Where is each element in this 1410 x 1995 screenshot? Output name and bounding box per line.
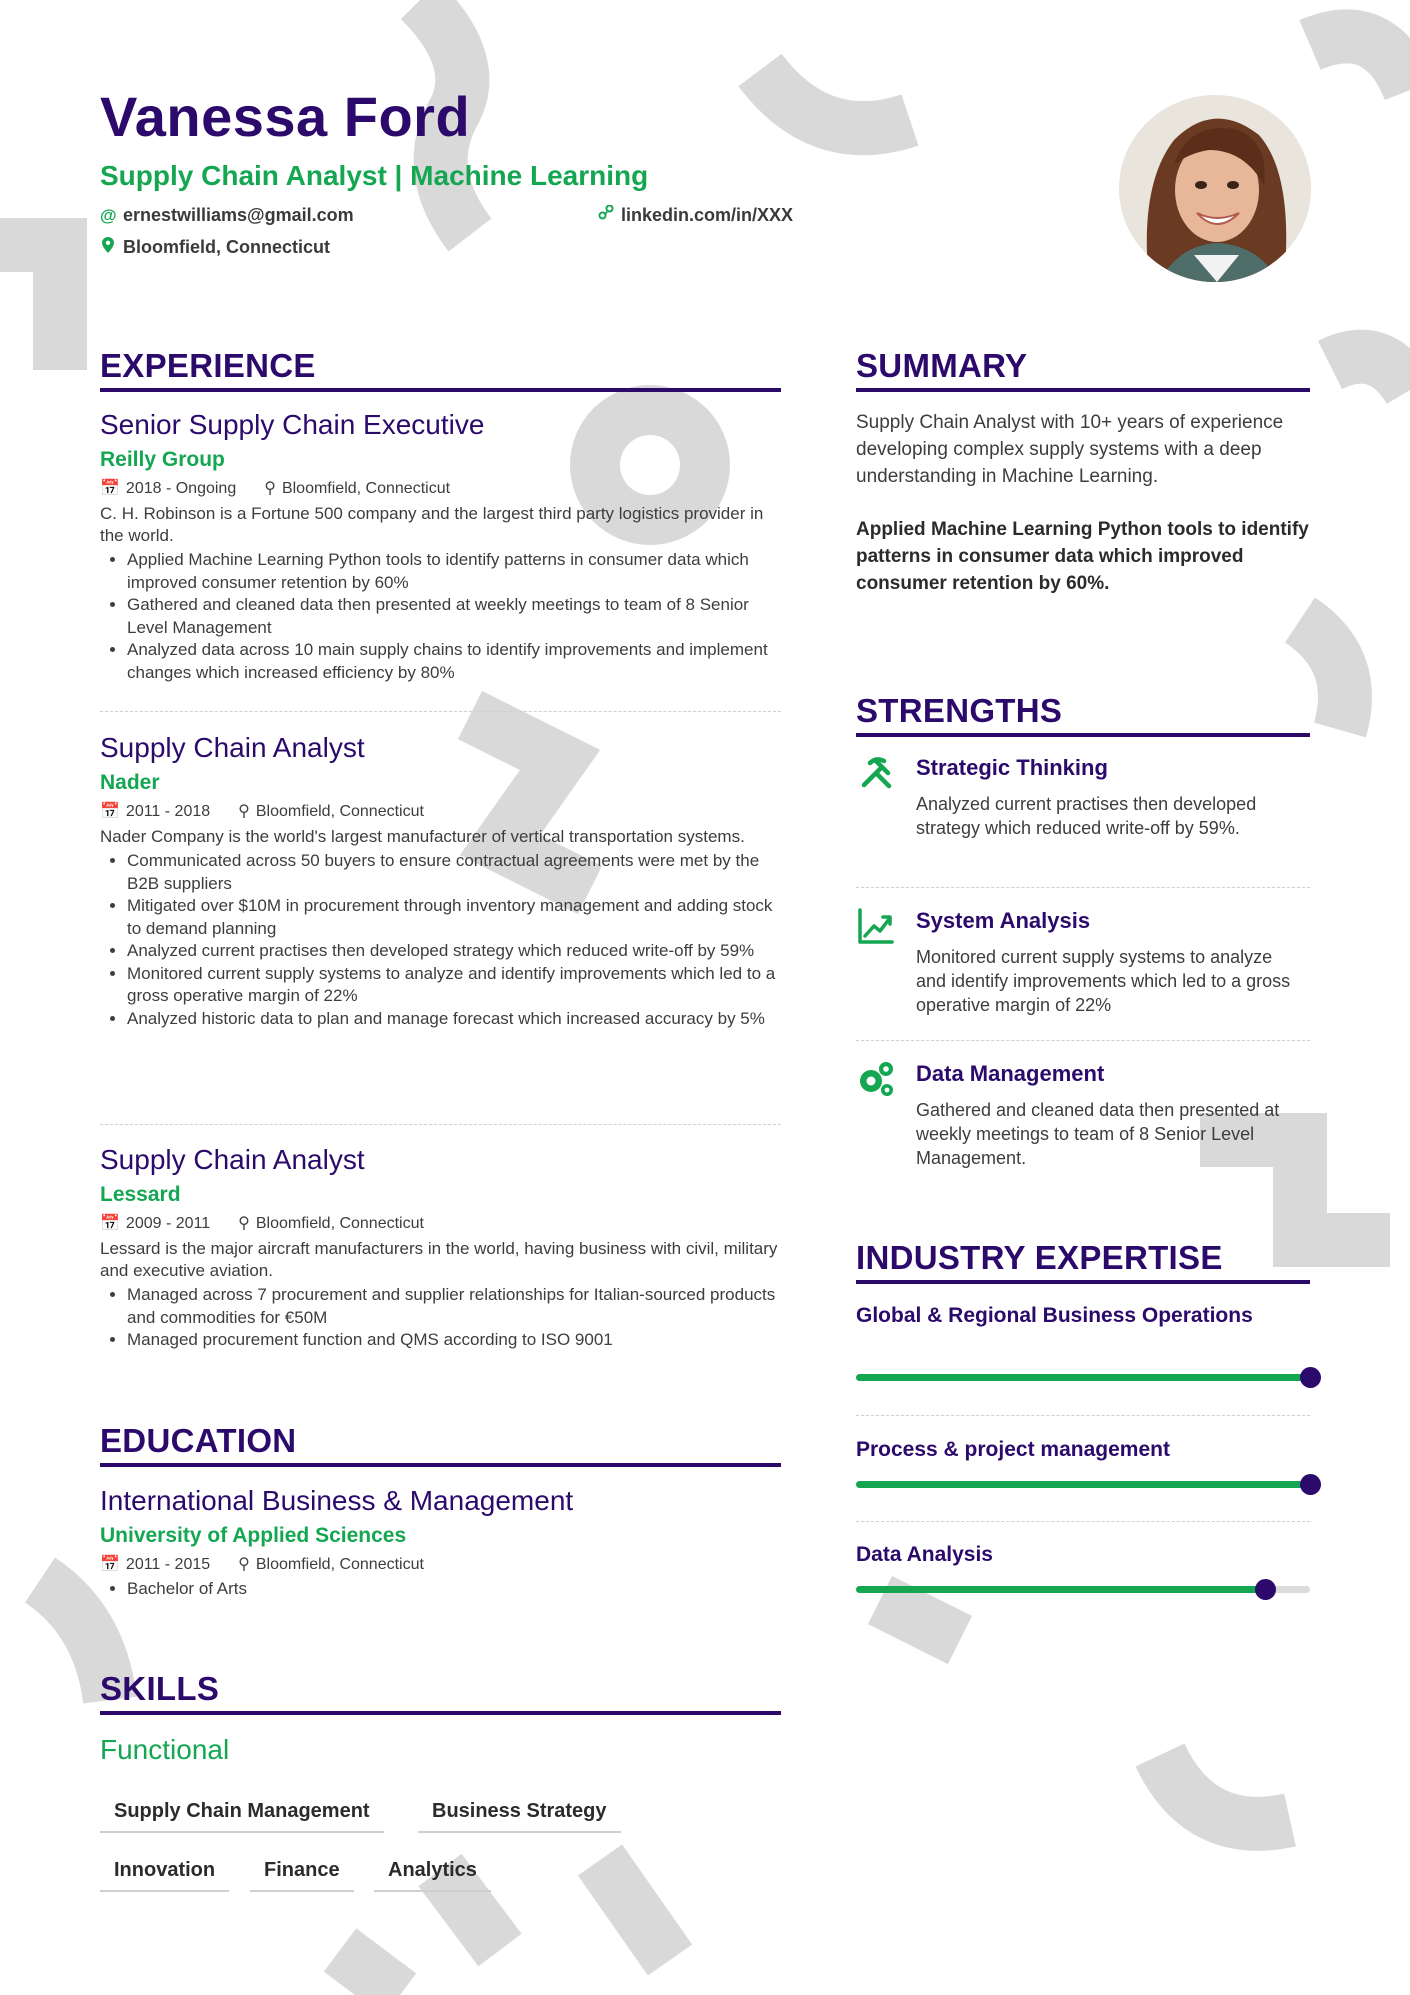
summary-section — [856, 409, 1310, 597]
job-dates: 2009 - 2011 — [125, 1215, 211, 1232]
calendar-icon: 📅 — [100, 803, 120, 820]
trending-up-icon — [856, 906, 896, 946]
job-bullets — [100, 1284, 781, 1352]
expertise-label: Data Analysis — [856, 1543, 993, 1566]
list-item: • Analyzed data across 10 main supply chains to identify improvements and implement changes which increased efficiency by 80% — [127, 639, 781, 684]
location-text: Bloomfield, Connecticut — [123, 237, 330, 257]
company-description: Lessard is the major aircraft manufacturers in the world, having business with civil, military and executive aviation. — [100, 1239, 778, 1280]
strengths-heading: STRENGTHS — [856, 691, 1310, 737]
list-item: • Monitored current supply systems to analyze and identify improvements which led to a gross operative margin of 22% — [127, 963, 781, 1008]
education-dates: 2011 - 2015 — [125, 1556, 211, 1573]
expertise-bar-fill — [856, 1586, 1265, 1593]
expertise-divider — [856, 1521, 1310, 1522]
list-item: • Analyzed current practises then developed strategy which reduced write-off by 59% — [127, 940, 781, 963]
map-pin-icon — [100, 237, 116, 258]
job-dates: 2011 - 2018 — [125, 803, 211, 820]
expertise-label: Global & Regional Business Operations — [856, 1304, 1253, 1327]
expertise-label: Process & project management — [856, 1438, 1170, 1461]
calendar-icon: 📅 — [100, 1215, 120, 1232]
strength-description: Gathered and cleaned data then presented at weekly meetings to team of 8 Senior Level Management. — [916, 1100, 1280, 1168]
skills-subheading: Functional — [100, 1734, 230, 1765]
candidate-title: Supply Chain Analyst | Machine Learning — [100, 160, 649, 191]
map-pin-icon: ⚲ — [264, 480, 276, 497]
map-pin-icon: ⚲ — [238, 1556, 250, 1573]
list-item: • Gathered and cleaned data then presented at weekly meetings to team of 8 Senior Level Management — [127, 594, 781, 639]
degree-title: International Business & Management — [100, 1485, 574, 1516]
calendar-icon: 📅 — [100, 1556, 120, 1573]
email-contact[interactable] — [100, 205, 354, 226]
expertise-bar-dot — [1255, 1579, 1276, 1600]
gears-icon — [856, 1059, 896, 1099]
job-title: Senior Supply Chain Executive — [100, 409, 485, 440]
expertise-divider — [856, 1415, 1310, 1416]
education-meta — [100, 1554, 781, 1576]
list-item: • Communicated across 50 buyers to ensure contractual agreements were met by the B2B suppliers — [127, 850, 781, 895]
job-entry — [100, 408, 781, 684]
expertise-bar-dot — [1300, 1474, 1321, 1495]
at-icon: @ — [100, 205, 117, 225]
linkedin-text[interactable]: linkedin.com/in/XXX — [621, 205, 794, 225]
skill-tag: Supply Chain Management — [100, 1794, 384, 1833]
strength-description: Analyzed current practises then developed strategy which reduced write-off by 59%. — [916, 794, 1257, 838]
job-location: Bloomfield, Connecticut — [255, 803, 424, 820]
map-pin-icon: ⚲ — [238, 803, 250, 820]
expertise-item — [856, 1302, 1310, 1329]
company-description: C. H. Robinson is a Fortune 500 company and the largest third party logistics provider in the world. — [100, 504, 764, 545]
linkedin-contact[interactable] — [598, 205, 793, 226]
education-location: Bloomfield, Connecticut — [255, 1556, 424, 1573]
strength-title: Data Management — [916, 1061, 1105, 1086]
company-name: Reilly Group — [100, 448, 225, 471]
list-item: • Bachelor of Arts — [127, 1578, 781, 1601]
expertise-bar — [856, 1481, 1310, 1488]
list-item: • Analyzed historic data to plan and manage forecast which increased accuracy by 5% — [127, 1008, 781, 1031]
strength-title: Strategic Thinking — [916, 755, 1108, 780]
expertise-bar — [856, 1586, 1310, 1593]
education-heading: EDUCATION — [100, 1421, 781, 1467]
job-title: Supply Chain Analyst — [100, 1144, 365, 1175]
job-location: Bloomfield, Connecticut — [255, 1215, 424, 1232]
list-item: • Applied Machine Learning Python tools to identify patterns in consumer data which improved consumer retention by 60% — [127, 549, 781, 594]
candidate-name: Vanessa Ford — [100, 85, 471, 148]
map-pin-icon: ⚲ — [238, 1215, 250, 1232]
email-text[interactable]: ernestwilliams@gmail.com — [123, 205, 354, 225]
job-title: Supply Chain Analyst — [100, 732, 365, 763]
company-name: Lessard — [100, 1183, 181, 1206]
job-meta — [100, 801, 781, 823]
tools-icon — [856, 753, 896, 793]
expertise-bar-fill — [856, 1481, 1310, 1488]
skill-tag: Finance — [250, 1853, 354, 1892]
job-divider — [100, 711, 781, 712]
expertise-heading: INDUSTRY EXPERTISE — [856, 1238, 1310, 1284]
skills-heading: SKILLS — [100, 1669, 781, 1715]
job-dates: 2018 - Ongoing — [125, 480, 237, 497]
job-bullets — [100, 850, 781, 1030]
list-item: • Mitigated over $10M in procurement through inventory management and adding stock to demand planning — [127, 895, 781, 940]
skill-tag: Analytics — [374, 1853, 491, 1892]
job-entry — [100, 1143, 781, 1352]
expertise-bar-dot — [1300, 1367, 1321, 1388]
location-contact — [100, 237, 330, 258]
calendar-icon: 📅 — [100, 480, 120, 497]
job-bullets — [100, 549, 781, 684]
education-entry — [100, 1484, 781, 1601]
strength-title: System Analysis — [916, 908, 1091, 933]
summary-heading: SUMMARY — [856, 346, 1310, 392]
job-entry — [100, 731, 781, 1030]
skill-tag: Innovation — [100, 1853, 229, 1892]
job-meta — [100, 478, 781, 500]
profile-photo — [1119, 95, 1311, 282]
school-name: University of Applied Sciences — [100, 1524, 407, 1547]
company-name: Nader — [100, 771, 160, 794]
expertise-bar-fill — [856, 1374, 1310, 1381]
company-description: Nader Company is the world's largest manufacturer of vertical transportation systems. — [100, 827, 745, 846]
job-location: Bloomfield, Connecticut — [281, 480, 451, 497]
job-meta — [100, 1213, 781, 1235]
expertise-item — [856, 1436, 1310, 1463]
expertise-item — [856, 1541, 1310, 1568]
strength-divider — [856, 1040, 1310, 1041]
skill-tag: Business Strategy — [418, 1794, 621, 1833]
strength-divider — [856, 887, 1310, 888]
strength-description: Monitored current supply systems to analyze and identify improvements which led to a gross operative margin of 22% — [916, 947, 1291, 1015]
list-item: • Managed across 7 procurement and supplier relationships for Italian-sourced products and commodities for €50M — [127, 1284, 781, 1329]
list-item: • Managed procurement function and QMS according to ISO 9001 — [127, 1329, 781, 1352]
education-bullets — [100, 1578, 781, 1601]
expertise-bar — [856, 1374, 1310, 1381]
summary-highlight: Applied Machine Learning Python tools to identify patterns in consumer data which improved consumer retention by 60%. — [856, 519, 1309, 594]
job-divider — [100, 1124, 781, 1125]
summary-text: Supply Chain Analyst with 10+ years of experience developing complex supply systems with a deep understanding in Machine Learning. — [856, 412, 1284, 487]
experience-heading: EXPERIENCE — [100, 346, 781, 392]
link-icon — [598, 205, 614, 226]
